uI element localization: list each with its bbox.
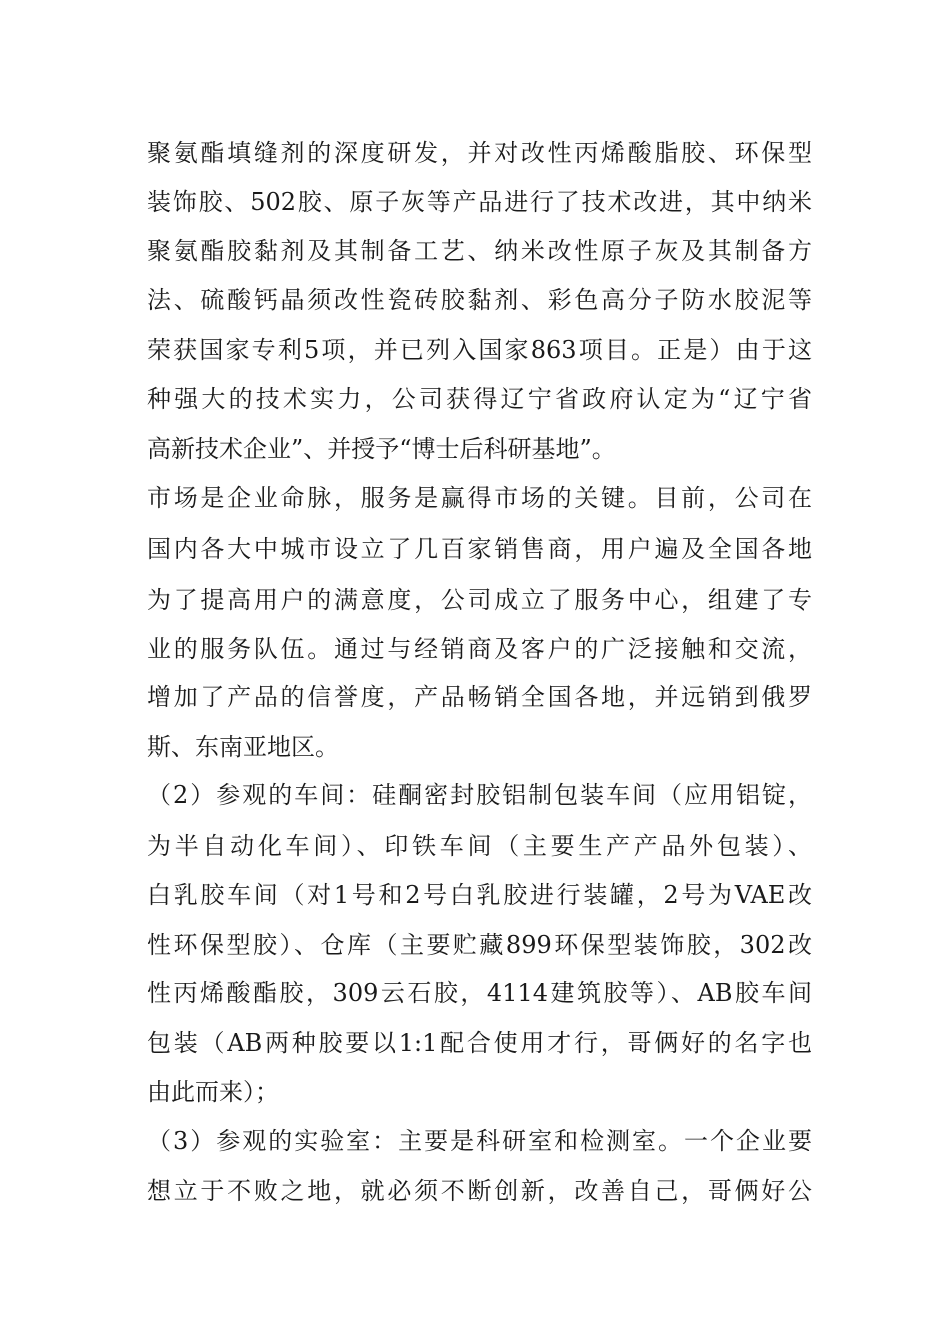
text-line: 聚氨酯填缝剂的深度研发，并对改性丙烯酸脂胶、环保型 bbox=[147, 139, 812, 167]
text-line: 聚氨酯胶黏剂及其制备工艺、纳米改性原子灰及其制备方 bbox=[147, 237, 812, 265]
text-line: 装饰胶、502胶、原子灰等产品进行了技术改进，其中纳米 bbox=[147, 188, 812, 216]
text-line: 性环保型胶）、仓库（主要贮藏899环保型装饰胶，302改 bbox=[147, 931, 812, 959]
text-line: 为半自动化车间）、印铁车间（主要生产产品外包装）、 bbox=[147, 832, 812, 860]
text-line: 国内各大中城市设立了几百家销售商，用户遍及全国各地 bbox=[147, 535, 812, 563]
text-line: 荣获国家专利5项，并已列入国家863项目。正是）由于这 bbox=[147, 336, 812, 364]
text-line: 性丙烯酸酯胶，309云石胶，4114建筑胶等）、AB胶车间 bbox=[147, 979, 812, 1007]
text-line: 法、硫酸钙晶须改性瓷砖胶黏剂、彩色高分子防水胶泥等 bbox=[147, 286, 812, 314]
text-line: （3）参观的实验室：主要是科研室和检测室。一个企业要 bbox=[147, 1127, 812, 1155]
text-line: 包装（AB两种胶要以1:1配合使用才行，哥俩好的名字也 bbox=[147, 1029, 812, 1057]
text-line: 由此而来）； bbox=[147, 1078, 279, 1106]
text-line: 市场是企业命脉，服务是赢得市场的关键。目前，公司在 bbox=[147, 484, 812, 512]
text-line: 种强大的技术实力，公司获得辽宁省政府认定为“辽宁省 bbox=[147, 385, 812, 413]
text-line: 增加了产品的信誉度，产品畅销全国各地，并远销到俄罗 bbox=[147, 683, 812, 711]
text-line: 斯、东南亚地区。 bbox=[147, 733, 339, 761]
text-line: （2）参观的车间：硅酮密封胶铝制包装车间（应用铝锭， bbox=[147, 781, 812, 809]
text-line: 为了提高用户的满意度，公司成立了服务中心，组建了专 bbox=[147, 586, 812, 614]
text-line: 想立于不败之地，就必须不断创新，改善自己，哥俩好公 bbox=[147, 1177, 812, 1205]
text-line: 业的服务队伍。通过与经销商及客户的广泛接触和交流， bbox=[147, 635, 812, 663]
text-line: 白乳胶车间（对1号和2号白乳胶进行装罐，2号为VAE改 bbox=[147, 881, 812, 909]
text-line: 高新技术企业”、并授予“博士后科研基地”。 bbox=[147, 435, 616, 463]
